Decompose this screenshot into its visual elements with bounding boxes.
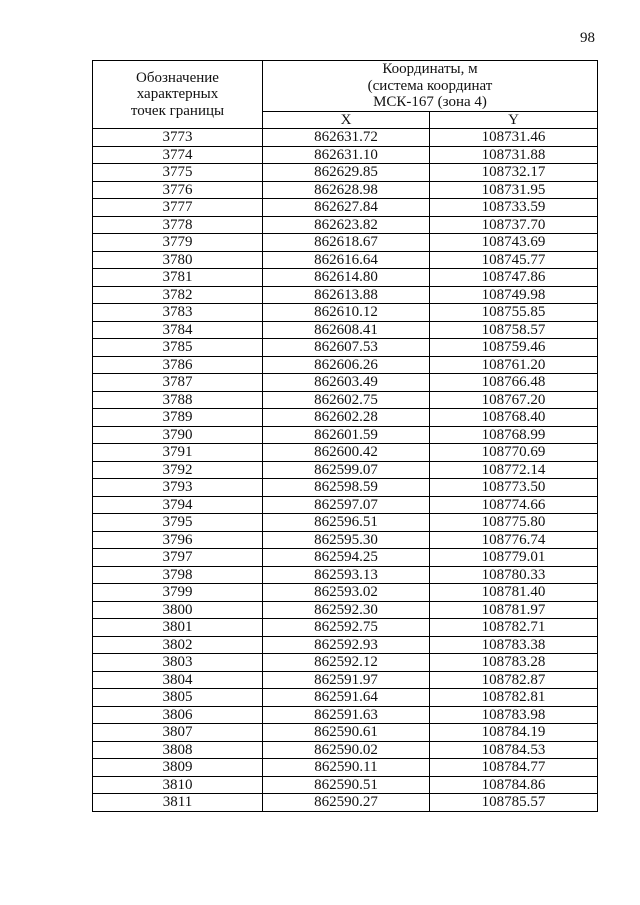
x-coordinate-cell: 862592.93	[263, 636, 430, 654]
y-coordinate-cell: 108775.80	[430, 514, 598, 532]
point-id-cell: 3795	[93, 514, 263, 532]
y-coordinate-cell: 108781.97	[430, 601, 598, 619]
x-coordinate-cell: 862631.72	[263, 129, 430, 147]
table-row	[93, 759, 598, 777]
point-id-cell: 3778	[93, 216, 263, 234]
table-row	[93, 269, 598, 287]
point-id-cell: 3777	[93, 199, 263, 217]
x-column-header: X	[263, 111, 430, 129]
y-coordinate-cell: 108783.38	[430, 636, 598, 654]
x-coordinate-cell: 862598.59	[263, 479, 430, 497]
y-coordinate-cell: 108761.20	[430, 356, 598, 374]
y-coordinate-cell: 108749.98	[430, 286, 598, 304]
x-coordinate-cell: 862597.07	[263, 496, 430, 514]
y-coordinate-cell: 108781.40	[430, 584, 598, 602]
x-coordinate-cell: 862603.49	[263, 374, 430, 392]
point-id-cell: 3783	[93, 304, 263, 322]
point-id-cell: 3787	[93, 374, 263, 392]
x-coordinate-cell: 862592.75	[263, 619, 430, 637]
point-id-cell: 3796	[93, 531, 263, 549]
y-coordinate-cell: 108770.69	[430, 444, 598, 462]
y-coordinate-cell: 108766.48	[430, 374, 598, 392]
table-row	[93, 356, 598, 374]
point-id-cell: 3804	[93, 671, 263, 689]
x-coordinate-cell: 862616.64	[263, 251, 430, 269]
coordinates-header-line: Координаты, м	[382, 61, 478, 77]
table-body	[93, 129, 598, 812]
y-column-header: Y	[430, 111, 598, 129]
table-row	[93, 584, 598, 602]
table-row	[93, 689, 598, 707]
table-row	[93, 146, 598, 164]
point-id-cell: 3805	[93, 689, 263, 707]
y-coordinate-cell: 108768.40	[430, 409, 598, 427]
point-id-cell: 3792	[93, 461, 263, 479]
point-name-header-line: характерных	[136, 86, 219, 103]
x-coordinate-cell: 862613.88	[263, 286, 430, 304]
x-coordinate-cell: 862628.98	[263, 181, 430, 199]
point-id-cell: 3801	[93, 619, 263, 637]
table-row	[93, 479, 598, 497]
table-row	[93, 776, 598, 794]
coordinates-header-line: МСК-167 (зона 4)	[373, 94, 487, 110]
x-coordinate-cell: 862608.41	[263, 321, 430, 339]
table-row	[93, 531, 598, 549]
point-id-cell: 3797	[93, 549, 263, 567]
table-row	[93, 654, 598, 672]
y-coordinate-cell: 108784.86	[430, 776, 598, 794]
y-coordinate-cell: 108782.87	[430, 671, 598, 689]
x-coordinate-cell: 862627.84	[263, 199, 430, 217]
y-coordinate-cell: 108774.66	[430, 496, 598, 514]
coordinates-header-line: (система координат	[367, 77, 493, 94]
point-id-cell: 3785	[93, 339, 263, 357]
y-coordinate-cell: 108733.59	[430, 199, 598, 217]
x-coordinate-cell: 862590.02	[263, 741, 430, 759]
table-row	[93, 549, 598, 567]
coordinates-table	[92, 60, 598, 812]
table-header	[93, 61, 598, 129]
point-name-header-line: точек границы	[130, 102, 225, 119]
point-id-cell: 3811	[93, 794, 263, 812]
x-coordinate-cell: 862601.59	[263, 426, 430, 444]
point-id-cell: 3790	[93, 426, 263, 444]
point-id-cell: 3808	[93, 741, 263, 759]
x-coordinate-cell: 862590.51	[263, 776, 430, 794]
point-id-cell: 3810	[93, 776, 263, 794]
table-row	[93, 409, 598, 427]
table-row	[93, 374, 598, 392]
y-coordinate-cell: 108783.98	[430, 706, 598, 724]
point-id-cell: 3788	[93, 391, 263, 409]
y-coordinate-cell: 108782.81	[430, 689, 598, 707]
point-id-cell: 3789	[93, 409, 263, 427]
x-coordinate-cell: 862607.53	[263, 339, 430, 357]
y-coordinate-cell: 108784.77	[430, 759, 598, 777]
x-coordinate-cell: 862593.02	[263, 584, 430, 602]
page-number: 98	[580, 30, 595, 46]
point-id-cell: 3800	[93, 601, 263, 619]
table-row	[93, 216, 598, 234]
point-id-cell: 3780	[93, 251, 263, 269]
y-coordinate-cell: 108731.88	[430, 146, 598, 164]
table-row	[93, 199, 598, 217]
table-row	[93, 636, 598, 654]
x-coordinate-cell: 862602.75	[263, 391, 430, 409]
point-id-cell: 3776	[93, 181, 263, 199]
coordinates-header	[263, 61, 598, 112]
x-coordinate-cell: 862590.11	[263, 759, 430, 777]
table-row	[93, 514, 598, 532]
x-coordinate-cell: 862606.26	[263, 356, 430, 374]
x-coordinate-cell: 862591.97	[263, 671, 430, 689]
table-row	[93, 444, 598, 462]
point-id-cell: 3793	[93, 479, 263, 497]
table-row	[93, 619, 598, 637]
table-row	[93, 391, 598, 409]
y-coordinate-cell: 108758.57	[430, 321, 598, 339]
y-coordinate-cell: 108767.20	[430, 391, 598, 409]
x-coordinate-cell: 862594.25	[263, 549, 430, 567]
point-id-cell: 3773	[93, 129, 263, 147]
y-coordinate-cell: 108743.69	[430, 234, 598, 252]
x-coordinate-cell: 862629.85	[263, 164, 430, 182]
point-id-cell: 3798	[93, 566, 263, 584]
x-coordinate-cell: 862590.61	[263, 724, 430, 742]
table-row	[93, 741, 598, 759]
y-coordinate-cell: 108783.28	[430, 654, 598, 672]
point-id-cell: 3786	[93, 356, 263, 374]
table-row	[93, 304, 598, 322]
table-row	[93, 706, 598, 724]
x-coordinate-cell: 862610.12	[263, 304, 430, 322]
point-id-cell: 3809	[93, 759, 263, 777]
table-row	[93, 321, 598, 339]
table-row	[93, 724, 598, 742]
point-id-cell: 3782	[93, 286, 263, 304]
y-coordinate-cell: 108737.70	[430, 216, 598, 234]
table-row	[93, 496, 598, 514]
y-coordinate-cell: 108759.46	[430, 339, 598, 357]
x-coordinate-cell: 862631.10	[263, 146, 430, 164]
x-coordinate-cell: 862591.64	[263, 689, 430, 707]
point-id-cell: 3775	[93, 164, 263, 182]
y-coordinate-cell: 108732.17	[430, 164, 598, 182]
point-id-cell: 3784	[93, 321, 263, 339]
point-id-cell: 3807	[93, 724, 263, 742]
x-coordinate-cell: 862592.12	[263, 654, 430, 672]
y-coordinate-cell: 108731.46	[430, 129, 598, 147]
table-row	[93, 181, 598, 199]
point-id-cell: 3794	[93, 496, 263, 514]
point-name-header-line: Обозначение	[136, 69, 219, 86]
x-coordinate-cell: 862595.30	[263, 531, 430, 549]
x-coordinate-cell: 862599.07	[263, 461, 430, 479]
point-id-cell: 3781	[93, 269, 263, 287]
y-coordinate-cell: 108780.33	[430, 566, 598, 584]
y-coordinate-cell: 108782.71	[430, 619, 598, 637]
y-coordinate-cell: 108755.85	[430, 304, 598, 322]
point-name-header	[93, 61, 263, 129]
y-coordinate-cell: 108773.50	[430, 479, 598, 497]
point-id-cell: 3779	[93, 234, 263, 252]
y-coordinate-cell: 108779.01	[430, 549, 598, 567]
x-coordinate-cell: 862600.42	[263, 444, 430, 462]
table-row	[93, 566, 598, 584]
table-row	[93, 164, 598, 182]
y-coordinate-cell: 108784.53	[430, 741, 598, 759]
x-coordinate-cell: 862618.67	[263, 234, 430, 252]
x-coordinate-cell: 862593.13	[263, 566, 430, 584]
table-row	[93, 339, 598, 357]
table-row	[93, 794, 598, 812]
point-id-cell: 3806	[93, 706, 263, 724]
y-coordinate-cell: 108768.99	[430, 426, 598, 444]
table-row	[93, 129, 598, 147]
table-row	[93, 601, 598, 619]
y-coordinate-cell: 108745.77	[430, 251, 598, 269]
table-row	[93, 671, 598, 689]
table-row	[93, 234, 598, 252]
table-row	[93, 251, 598, 269]
table-row	[93, 461, 598, 479]
y-coordinate-cell: 108747.86	[430, 269, 598, 287]
x-coordinate-cell: 862614.80	[263, 269, 430, 287]
y-coordinate-cell: 108731.95	[430, 181, 598, 199]
x-coordinate-cell: 862591.63	[263, 706, 430, 724]
table-row	[93, 286, 598, 304]
x-coordinate-cell: 862602.28	[263, 409, 430, 427]
y-coordinate-cell: 108785.57	[430, 794, 598, 812]
y-coordinate-cell: 108776.74	[430, 531, 598, 549]
x-coordinate-cell: 862592.30	[263, 601, 430, 619]
y-coordinate-cell: 108784.19	[430, 724, 598, 742]
x-coordinate-cell: 862590.27	[263, 794, 430, 812]
y-coordinate-cell: 108772.14	[430, 461, 598, 479]
point-id-cell: 3802	[93, 636, 263, 654]
point-id-cell: 3803	[93, 654, 263, 672]
x-coordinate-cell: 862623.82	[263, 216, 430, 234]
point-id-cell: 3799	[93, 584, 263, 602]
point-id-cell: 3791	[93, 444, 263, 462]
x-coordinate-cell: 862596.51	[263, 514, 430, 532]
table-row	[93, 426, 598, 444]
point-id-cell: 3774	[93, 146, 263, 164]
